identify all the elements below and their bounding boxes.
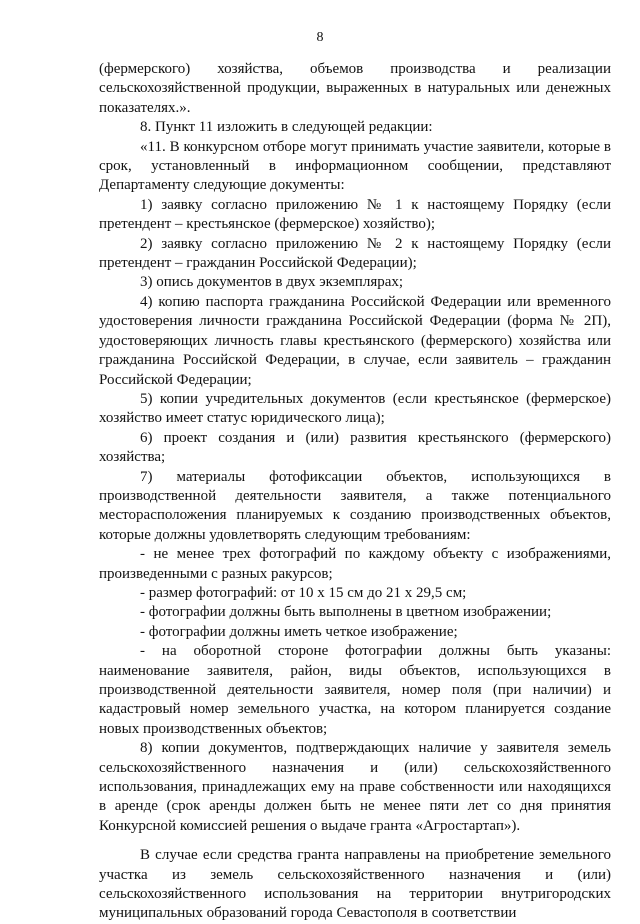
paragraph-item-2: 2) заявку согласно приложению № 2 к настоящему Порядку (если претендент – гражданин Российской Федерации); (99, 235, 611, 272)
paragraph-continuation: (фермерского) хозяйства, объемов производства и реализации сельскохозяйственной продукции, выраженных в натуральных или денежных показателях.». (99, 61, 611, 116)
document-body (99, 60, 611, 924)
paragraph-item-7: 7) материалы фотофиксации объектов, использующихся в производственной деятельности заявителя, а также потенциального месторасположения планируемых к созданию производственных объектов, которые должны удовлетворять следующим требованиям: (99, 468, 611, 543)
paragraph-land-purchase: В случае если средства гранта направлены на приобретение земельного участка из земель сельскохозяйственного назначения и (или) сельскохозяйственного использования на территории внутригородских муниципальных образований города Севастополя в соответствии (99, 847, 611, 922)
paragraph-item-1: 1) заявку согласно приложению № 1 к настоящему Порядку (если претендент – крестьянское (фермерское) хозяйство); (99, 196, 611, 233)
paragraph-photo-req-5: - на оборотной стороне фотографии должны быть указаны: наименование заявителя, район, виды объектов, использующихся в производственной деятельности заявителя, номер поля (при наличии) и кадастровый номер земельного участка, на котором планируется создание новых производственных объектов; (99, 643, 611, 737)
paragraph-item-11-intro: «11. В конкурсном отборе могут принимать участие заявители, которые в срок, установленный в информационном сообщении, представляют Департаменту следующие документы: (99, 138, 611, 194)
paragraph-item-8: 8) копии документов, подтверждающих наличие у заявителя земель сельскохозяйственного назначения и (или) сельскохозяйственного использования, принадлежащих ему на праве собственности или находящихся в аренде (срок аренды должен быть не менее пяти лет со дня принятия Конкурсной комиссией решения о выдаче гранта «Агростартап»). (99, 740, 611, 834)
paragraph-clause-8: 8. Пункт 11 изложить в следующей редакции: (140, 119, 433, 136)
paragraph-photo-req-2: - размер фотографий: от 10 х 15 см до 21 х 29,5 см; (140, 584, 467, 601)
paragraph-item-6: 6) проект создания и (или) развития крестьянского (фермерского) хозяйства; (99, 429, 611, 466)
page-number: 8 (316, 30, 324, 45)
paragraph-photo-req-4: - фотографии должны иметь четкое изображение; (140, 623, 458, 640)
paragraph-item-3: 3) опись документов в двух экземплярах; (140, 274, 404, 291)
paragraph-item-4: 4) копию паспорта гражданина Российской Федерации или временного удостоверения личности гражданина Российской Федерации (форма № 2П), удостоверяющих личность главы крестьянского (фермерского) хозяйства или гражданина Российской Федерации, в случае, если заявитель – гражданин Российской Федерации; (99, 293, 611, 388)
paragraph-photo-req-1: - не менее трех фотографий по каждому объекту с изображениями, произведенными с разных ракурсов; (99, 546, 611, 582)
paragraph-item-5: 5) копии учредительных документов (если крестьянское (фермерское) хозяйство имеет статус юридического лица); (99, 390, 611, 427)
paragraph-photo-req-3: - фотографии должны быть выполнены в цветном изображении; (140, 604, 552, 621)
